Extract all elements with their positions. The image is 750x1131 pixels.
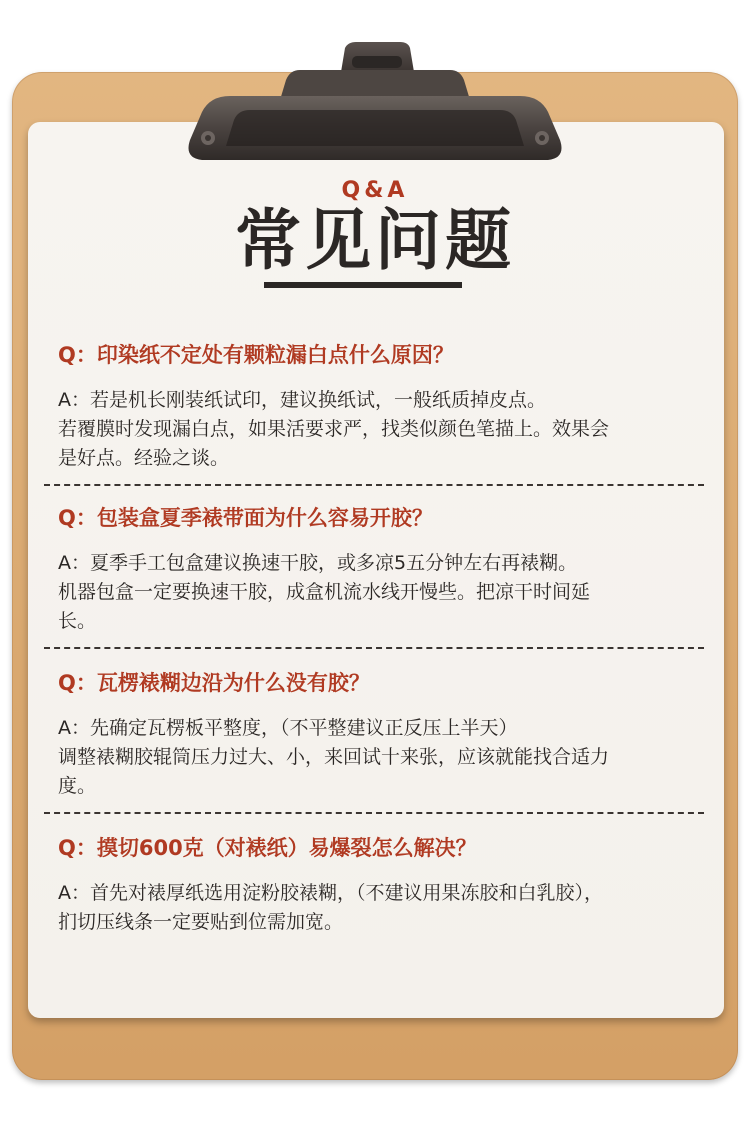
title-underline — [264, 282, 462, 288]
dashed-divider — [44, 647, 704, 649]
faq-question: Q：摸切600克（对裱纸）易爆裂怎么解决？ — [58, 836, 477, 860]
faq-question: Q：印染纸不定处有颗粒漏白点什么原因？ — [58, 343, 454, 367]
faq-question: Q：瓦楞裱糊边沿为什么没有胶？ — [58, 671, 370, 695]
faq-answer-line: 扪切压线条一定要贴到位需加宽。 — [58, 911, 344, 933]
faq-answer-line: 若覆膜时发现漏白点，如果活要求严，找类似颜色笔描上。效果会 — [58, 418, 610, 440]
faq-answer-line: A：首先对裱厚纸选用淀粉胶裱糊，（不建议用果冻胶和白乳胶）， — [58, 882, 603, 904]
faq-item — [58, 833, 708, 937]
faq-question: Q：包装盒夏季裱带面为什么容易开胶？ — [58, 506, 433, 530]
faq-answer-line: A：夏季手工包盒建议换速干胶，或多凉5五分钟左右再裱糊。 — [58, 552, 578, 574]
faq-answer-line: A：先确定瓦楞板平整度，（不平整建议正反压上半天） — [58, 717, 518, 739]
faq-answer — [58, 879, 708, 937]
faq-answer-line: 是好点。经验之谈。 — [58, 447, 230, 469]
faq-answer — [58, 549, 708, 636]
faq-answer-line: 调整裱糊胶辊筒压力过大、小，来回试十来张，应该就能找合适力 — [58, 746, 610, 768]
dashed-divider — [44, 484, 704, 486]
faq-answer-line: 长。 — [58, 610, 97, 632]
faq-answer — [58, 386, 708, 473]
faq-answer-line: 度。 — [58, 775, 97, 797]
faq-item — [58, 668, 708, 801]
faq-item — [58, 340, 708, 473]
faq-item — [58, 503, 708, 636]
qa-tag: Q&A — [341, 178, 409, 203]
clipboard-clip-icon — [0, 0, 750, 180]
page-title: 常见问题 — [235, 202, 515, 279]
dashed-divider — [44, 812, 704, 814]
faq-answer — [58, 714, 708, 801]
faq-answer-line: 机器包盒一定要换速干胶，成盒机流水线开慢些。把凉干时间延 — [58, 581, 591, 603]
faq-answer-line: A：若是机长刚装纸试印，建议换纸试，一般纸质掉皮点。 — [58, 389, 546, 411]
